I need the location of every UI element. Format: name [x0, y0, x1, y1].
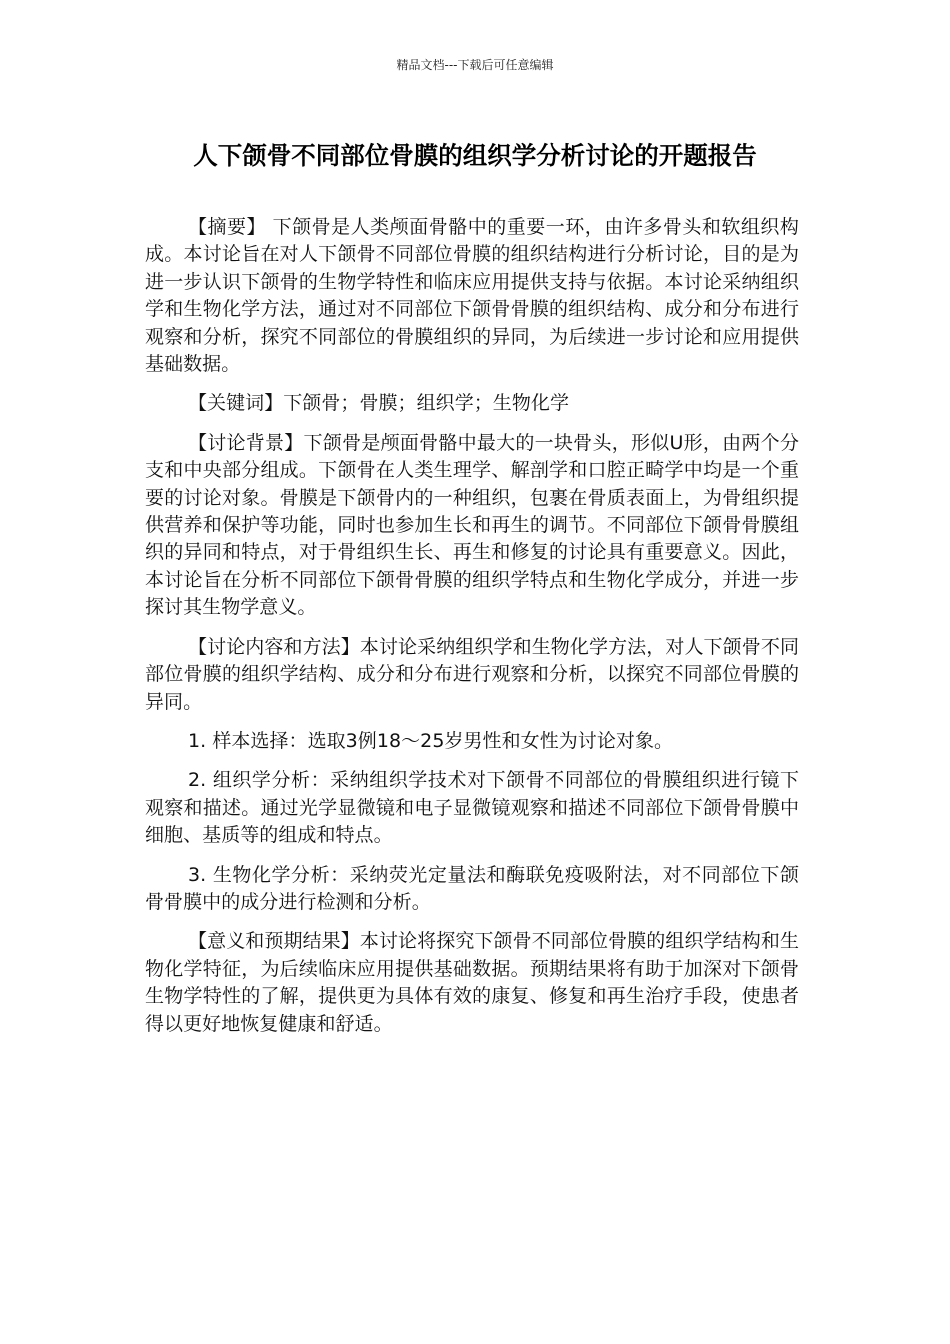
document-body [145, 214, 799, 1050]
method-item-biochemistry: 3. 生物化学分析：采纳荧光定量法和酶联免疫吸附法，对不同部位下颌骨骨膜中的成分进行检测和分析。 [145, 863, 799, 913]
significance-paragraph: 【意义和预期结果】本讨论将探究下颌骨不同部位骨膜的组织学结构和生物化学特征，为后续临床应用提供基础数据。预期结果将有助于加深对下颌骨生物学特性的了解，提供更为具体有效的康复、修复和再生治疗手段，使患者得以更好地恢复健康和舒适。 [145, 930, 799, 1035]
keywords-paragraph: 【关键词】下颌骨；骨膜；组织学；生物化学 [188, 392, 570, 415]
method-item-histology: 2. 组织学分析：采纳组织学技术对下颌骨不同部位的骨膜组织进行镜下观察和描述。通过光学显微镜和电子显微镜观察和描述不同部位下颌骨骨膜中细胞、基质等的组成和特点。 [145, 769, 799, 847]
methods-paragraph: 【讨论内容和方法】本讨论采纳组织学和生物化学方法，对人下颌骨不同部位骨膜的组织学结构、成分和分布进行观察和分析，以探究不同部位骨膜的异同。 [145, 635, 799, 713]
background-paragraph: 【讨论背景】下颌骨是颅面骨骼中最大的一块骨头，形似U形，由两个分支和中央部分组成。下颌骨在人类生理学、解剖学和口腔正畸学中均是一个重要的讨论对象。骨膜是下颌骨内的一种组织，包裹在骨质表面上，为骨组织提供营养和保护等功能，同时也参加生长和再生的调节。不同部位下颌骨骨膜组织的异同和特点，对于骨组织生长、再生和修复的讨论具有重要意义。因此，本讨论旨在分析不同部位下颌骨骨膜的组织学特点和生物化学成分，并进一步探讨其生物学意义。 [145, 431, 799, 619]
document-title: 人下颌骨不同部位骨膜的组织学分析讨论的开题报告 [193, 141, 757, 170]
page-header: 精品文档---下载后可任意编辑 [396, 58, 554, 72]
abstract-paragraph: 【摘要】 下颌骨是人类颅面骨骼中的重要一环，由许多骨头和软组织构成。本讨论旨在对人下颌骨不同部位骨膜的组织结构进行分析讨论，目的是为进一步认识下颌骨的生物学特性和临床应用提供支持与依据。本讨论采纳组织学和生物化学方法，通过对不同部位下颌骨骨膜的组织结构、成分和分布进行观察和分析，探究不同部位的骨膜组织的异同，为后续进一步讨论和应用提供基础数据。 [145, 216, 799, 376]
method-item-sample: 1. 样本选择：选取3例18～25岁男性和女性为讨论对象。 [188, 729, 674, 752]
